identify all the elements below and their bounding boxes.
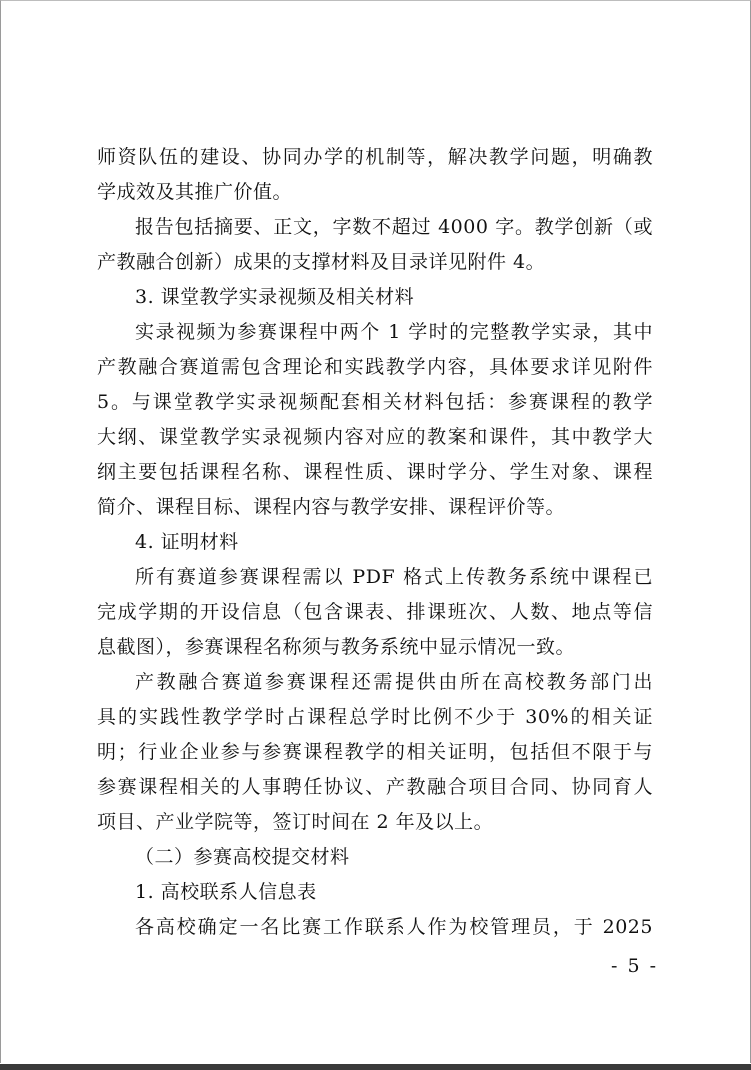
text-line: 完成学期的开设信息（包含课表、排课班次、人数、地点等信 [97, 601, 653, 623]
text-line: 产教融合创新）成果的支撑材料及目录详见附件 4。 [97, 251, 546, 273]
text-line: 所有赛道参赛课程需以 PDF 格式上传教务系统中课程已 [135, 566, 653, 588]
text-line: 参赛课程相关的人事聘任协议、产教融合项目合同、协同育人 [97, 776, 653, 798]
text-line: 大纲、课堂教学实录视频内容对应的教案和课件，其中教学大 [97, 426, 653, 448]
text-line: 师资队伍的建设、协同办学的机制等，解决教学问题，明确教 [97, 146, 653, 168]
text-line: 学成效及其推广价值。 [97, 181, 293, 203]
text-line: 产教融合赛道参赛课程还需提供由所在高校教务部门出 [135, 671, 653, 693]
text-line: 简介、课程目标、课程内容与教学安排、课程评价等。 [97, 496, 566, 518]
text-line: 息截图），参赛课程名称须与教务系统中显示情况一致。 [97, 636, 576, 658]
section-heading: 1. 高校联系人信息表 [135, 881, 317, 903]
text-line: 报告包括摘要、正文，字数不超过 4000 字。教学创新（或 [135, 216, 653, 238]
text-line: 产教融合赛道需包含理论和实践教学内容，具体要求详见附件 [97, 356, 653, 378]
text-line: 具的实践性教学学时占课程总学时比例不少于 30%的相关证 [97, 706, 653, 728]
text-line: 实录视频为参赛课程中两个 1 学时的完整教学实录，其中 [135, 321, 653, 343]
text-line: 各高校确定一名比赛工作联系人作为校管理员，于 2025 [135, 916, 653, 938]
section-heading: 3. 课堂教学实录视频及相关材料 [135, 286, 415, 308]
page-bottom-edge [0, 1064, 751, 1070]
text-line: 5。与课堂教学实录视频配套相关材料包括：参赛课程的教学 [97, 391, 653, 413]
section-heading: 4. 证明材料 [135, 531, 239, 553]
text-line: 项目、产业学院等，签订时间在 2 年及以上。 [97, 811, 494, 833]
page-number: - 5 - [611, 955, 659, 977]
section-heading: （二）参赛高校提交材料 [135, 846, 350, 868]
text-line: 明；行业企业参与参赛课程教学的相关证明，包括但不限于与 [97, 741, 653, 763]
text-line: 纲主要包括课程名称、课程性质、课时学分、学生对象、课程 [97, 461, 653, 483]
